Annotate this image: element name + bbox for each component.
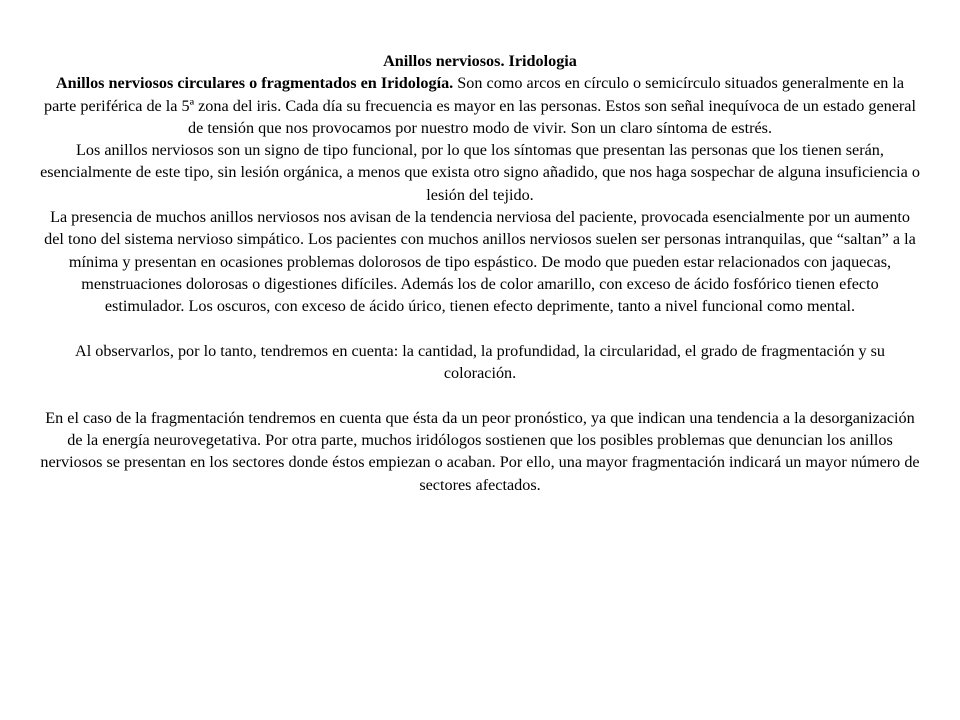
paragraph-nervous-tendency: La presencia de muchos anillos nerviosos nos avisan de la tendencia nerviosa del paciente, provocada esencialmente por un aumento del tono del sistema nervioso simpático. Los pacientes con muchos anillos nerviosos suelen ser personas intranquilas, que “saltan” a la mínima y presentan en ocasiones problemas dolorosos de tipo espástico. De modo que pueden estar relacionados con jaquecas, menstruaciones dolorosas o digestiones difíciles. Además los de color amarillo, con exceso de ácido fosfórico tienen efecto estimulador. Los oscuros, con exceso de ácido úrico, tienen efecto deprimente, tanto a nivel funcional como mental. (44, 208, 916, 316)
paragraph-intro-text: Son como arcos en círculo o semicírculo situados generalmente en la parte periférica de la 5ª zona del iris. Cada día su frecuencia es mayor en las personas. Estos son señal inequívoca de un estado general de tensión que nos provocamos por nuestro modo de vivir. Son un claro síntoma de estrés. (44, 74, 916, 137)
paragraph-functional-sign: Los anillos nerviosos son un signo de tipo funcional, por lo que los síntomas que presentan las personas que los tienen serán, esencialmente de este tipo, sin lesión orgánica, a menos que exista otro signo añadido, que nos haga sospechar de alguna insuficiencia o lesión del tejido. (40, 141, 920, 204)
spacer (40, 318, 920, 340)
paragraph-observation: Al observarlos, por lo tanto, tendremos en cuenta: la cantidad, la profundidad, la circularidad, el grado de fragmentación y su coloración. (75, 341, 885, 383)
spacer (40, 384, 920, 406)
paragraph-intro (40, 72, 920, 139)
paragraph-fragmentation: En el caso de la fragmentación tendremos en cuenta que ésta da un peor pronóstico, ya que indican una tendencia a la desorganización de la energía neurovegetativa. Por otra parte, muchos iridólogos sostienen que los posibles problemas que denuncian los anillos nerviosos se presentan en los sectores donde éstos empiezan o acaban. Por ello, una mayor fragmentación indicará un mayor número de sectores afectados. (40, 408, 920, 494)
page-title: Anillos nerviosos. Iridologia (383, 52, 577, 70)
document-body (40, 50, 920, 496)
paragraph-intro-lead: Anillos nerviosos circulares o fragmentados en Iridología. (55, 74, 454, 93)
